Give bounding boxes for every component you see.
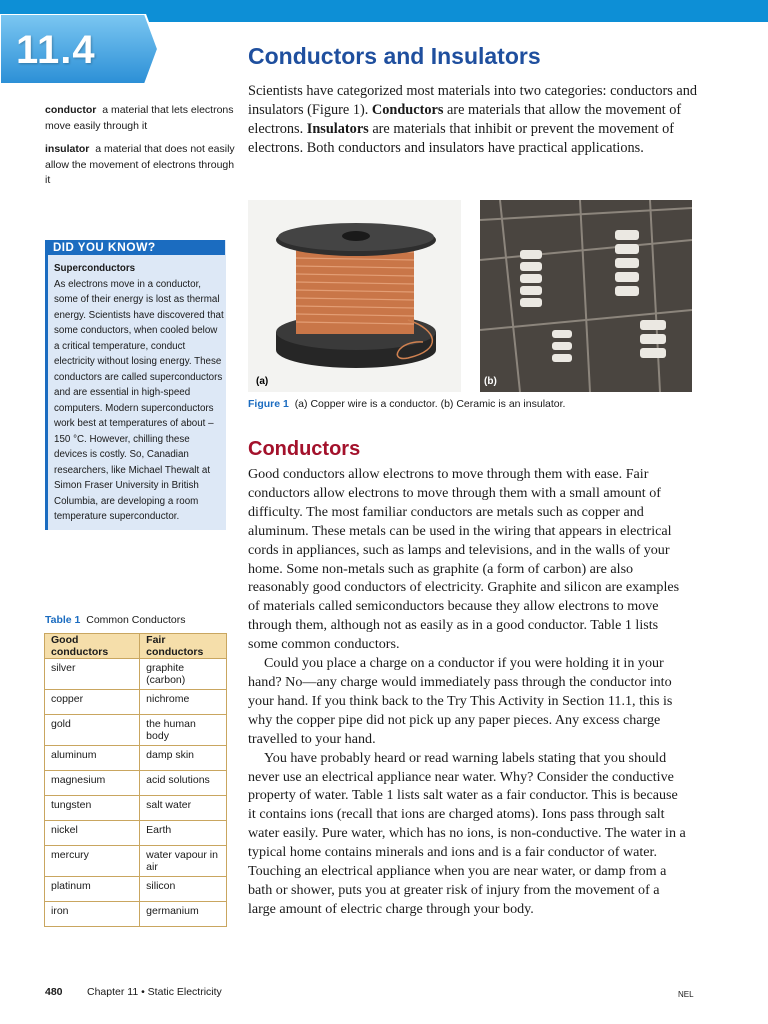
table-cell: damp skin bbox=[140, 746, 227, 771]
copper-wire-photo bbox=[248, 200, 461, 392]
intro-text-1: Scientists have categorized most materials into two categories: conductors and insulators (Figure 1). bbox=[248, 83, 698, 118]
intro-text-3: are materials that inhibit or prevent the movement of electrons. Both conductors and insulators have practical applications. bbox=[248, 121, 675, 156]
section-number-tab bbox=[0, 14, 158, 84]
table-cell: acid solutions bbox=[140, 771, 227, 796]
chapter-label: Chapter 11 • Static Electricity bbox=[87, 986, 222, 998]
table-cell: nickel bbox=[45, 821, 140, 846]
glossary-definition: a material that does not easily allow the movement of electrons through it bbox=[45, 143, 235, 186]
conductors-heading: Conductors bbox=[248, 438, 361, 460]
page-title: Conductors and Insulators bbox=[248, 43, 541, 69]
figure-caption bbox=[248, 398, 565, 410]
page-number: 480 bbox=[45, 986, 63, 998]
did-you-know-label: DID YOU bbox=[53, 242, 108, 254]
table-cell: nichrome bbox=[140, 690, 227, 715]
publisher-label: NEL bbox=[678, 990, 694, 999]
glossary-term: insulator bbox=[45, 143, 90, 155]
table-row bbox=[45, 659, 227, 690]
table-cell: Earth bbox=[140, 821, 227, 846]
did-you-know-header bbox=[45, 240, 225, 255]
table-cell: tungsten bbox=[45, 796, 140, 821]
table-cell: aluminum bbox=[45, 746, 140, 771]
figure-label-b: (b) bbox=[484, 376, 497, 387]
table-row bbox=[45, 715, 227, 746]
table-cell: graphite (carbon) bbox=[140, 659, 227, 690]
glossary-conductor bbox=[45, 103, 235, 134]
table-row bbox=[45, 796, 227, 821]
table-cell: silicon bbox=[140, 877, 227, 902]
table-header-row bbox=[45, 634, 227, 659]
paragraph-1: Good conductors allow electrons to move through them with ease. Fair conductors allow electrons to move through them with a small amount of difficulty. The most familiar conductors are metals such as copper and aluminum. These metals can be used in the wiring that appears in electrical cords in appliances, such as lamps and televisions, and in the walls of your home. Some non-metals such as graphite (a form of carbon) are also reasonably good conductors of electricity. Graphite and silicon are examples of materials called semiconductors because they allow electrons to move through them, although not as easily as in a good conductor. Table 1 lists some common conductors. bbox=[248, 466, 680, 653]
table-cell: gold bbox=[45, 715, 140, 746]
did-you-know-box bbox=[45, 240, 226, 530]
table-cell: water vapour in air bbox=[140, 846, 227, 877]
figure-caption-text: (a) Copper wire is a conductor. (b) Ceramic is an insulator. bbox=[294, 398, 566, 410]
table-cell: iron bbox=[45, 902, 140, 927]
paragraph-2: Could you place a charge on a conductor if you were holding it in your hand? No—any charge would immediately pass through the conductor into your hand. If you think back to the Try This Activity in Section 11.1, this is why the copper pipe did not pick up any paper pieces. Any excess charge travelled to your hand. bbox=[248, 655, 673, 747]
table-row bbox=[45, 821, 227, 846]
intro-paragraph bbox=[248, 82, 698, 158]
table-cell: copper bbox=[45, 690, 140, 715]
did-you-know-accent-bar bbox=[45, 255, 48, 530]
table-row bbox=[45, 877, 227, 902]
glossary-definition: a material that lets electrons move easily through it bbox=[45, 104, 234, 132]
paragraph-3: You have probably heard or read warning labels stating that you should never use an electrical appliance near water. Why? Consider the conductive property of water. Table 1 lists salt water as a fair conductor. This is because it contains ions (recall that ions are charged atoms). Ions pass through salt water easily. Pure water, which has no ions, is non-conductive. The water in a typical home contains minerals and ions and is a fair conductor of water. Touching an electrical appliance when you are near water, or damp from a bath or shower, puts you at greater risk of injury from the movement of a large amount of electric charge through your body. bbox=[248, 749, 686, 917]
did-you-know-body bbox=[54, 261, 224, 525]
column-header-good: Good conductors bbox=[45, 634, 140, 659]
glossary-insulator bbox=[45, 142, 235, 189]
ceramic-insulator-photo bbox=[480, 200, 692, 392]
table-caption bbox=[45, 614, 185, 626]
did-you-know-text: As electrons move in a conductor, some of their energy is lost as thermal energy. Scientists have discovered that some conductors, when cooled below a critical temperature, conduct electricity without losing energy. These conductors are called superconductors and are essential in high-speed computers. Modern superconductors work best at temperatures of about –150 °C. However, chilling these devices is costly. So, Canadian researchers, like Michael Thewalt at Simon Fraser University in British Columbia, are developing a room temperature superconductor. bbox=[54, 278, 224, 522]
table-row bbox=[45, 902, 227, 927]
table-row bbox=[45, 746, 227, 771]
table-row bbox=[45, 690, 227, 715]
figure-label-a: (a) bbox=[256, 376, 269, 387]
know-label: KNOW? bbox=[107, 240, 156, 254]
section-number: 11.4 bbox=[16, 28, 96, 72]
glossary-term: conductor bbox=[45, 104, 97, 116]
table-cell: platinum bbox=[45, 877, 140, 902]
table-cell: salt water bbox=[140, 796, 227, 821]
table-caption-text: Common Conductors bbox=[86, 614, 186, 626]
table-row bbox=[45, 771, 227, 796]
table-cell: germanium bbox=[140, 902, 227, 927]
intro-term-insulators: Insulators bbox=[306, 121, 369, 137]
table-cell: the human body bbox=[140, 715, 227, 746]
intro-text-2: are materials that allow the movement of electrons. bbox=[248, 102, 682, 137]
table-cell: silver bbox=[45, 659, 140, 690]
table-cell: mercury bbox=[45, 846, 140, 877]
column-header-fair: Fair conductors bbox=[140, 634, 227, 659]
table-number: Table 1 bbox=[45, 614, 81, 626]
did-you-know-title: Superconductors bbox=[54, 263, 136, 274]
common-conductors-table bbox=[44, 633, 227, 927]
table-row bbox=[45, 846, 227, 877]
table-cell: magnesium bbox=[45, 771, 140, 796]
intro-term-conductors: Conductors bbox=[371, 102, 444, 118]
conductors-body bbox=[248, 465, 688, 919]
figure-number: Figure 1 bbox=[248, 398, 289, 410]
